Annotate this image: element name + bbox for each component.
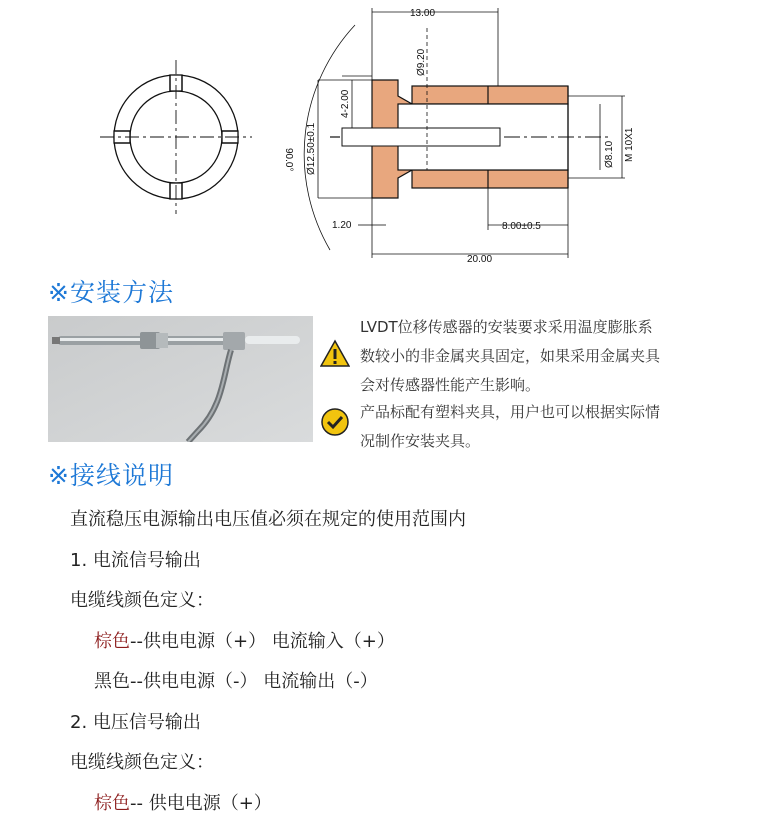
svg-text:20.00: 20.00 [467,254,492,265]
install-photo [48,316,313,442]
tip-note [320,398,740,458]
svg-text:Ø9.20: Ø9.20 [416,48,427,76]
brown-label: 棕色 [94,631,130,652]
sensor-photo-svg [48,316,313,442]
check-icon [320,407,350,437]
wiring-title: ※接线说明 [48,456,174,492]
end-view [100,60,252,214]
install-title: ※安装方法 [48,273,174,309]
svg-text:4-2.00: 4-2.00 [340,89,351,118]
svg-text:13.00: 13.00 [410,8,435,19]
item-current-output: 1. 电流信号输出 [70,546,750,587]
technical-drawing [0,0,770,270]
warning-note [320,313,740,393]
wiring-body [70,505,750,829]
side-view [330,80,612,198]
warning-line-1: LVDT位移传感器的安装要求采用温度膨胀系 [320,313,740,342]
color-definition-1: 电缆线颜色定义： [70,586,750,627]
drawing-svg [0,0,770,270]
svg-text:90.0°: 90.0° [283,148,294,171]
brown-label-2: 棕色 [94,793,130,814]
warning-line-3: 会对传感器性能产生影响。 [320,371,740,400]
wiring-intro: 直流稳压电源输出电压值必须在规定的使用范围内 [70,505,750,546]
svg-text:M 10X1: M 10X1 [624,127,635,162]
brown-desc: --供电电源（+） 电流输入（+） [130,631,395,652]
brown-wire-current [70,627,750,668]
item-voltage-output: 2. 电压信号输出 [70,708,750,749]
brown-desc-2: -- 供电电源（+） [130,793,272,814]
warning-icon [320,339,350,369]
warning-line-2: 数较小的非金属夹具固定，如果采用金属夹具 [320,342,740,371]
svg-text:8.00±0.5: 8.00±0.5 [502,221,541,232]
svg-text:1.20: 1.20 [332,220,352,231]
svg-text:Ø8.10: Ø8.10 [604,140,615,168]
color-definition-2: 电缆线颜色定义： [70,748,750,789]
svg-text:Ø12.50±0.1: Ø12.50±0.1 [306,122,317,175]
black-wire-current: 黑色--供电电源（-） 电流输出（-） [70,667,750,708]
tip-line-2: 况制作安装夹具。 [320,427,740,456]
brown-wire-voltage [70,789,750,829]
tip-line-1: 产品标配有塑料夹具，用户也可以根据实际情 [320,398,740,427]
